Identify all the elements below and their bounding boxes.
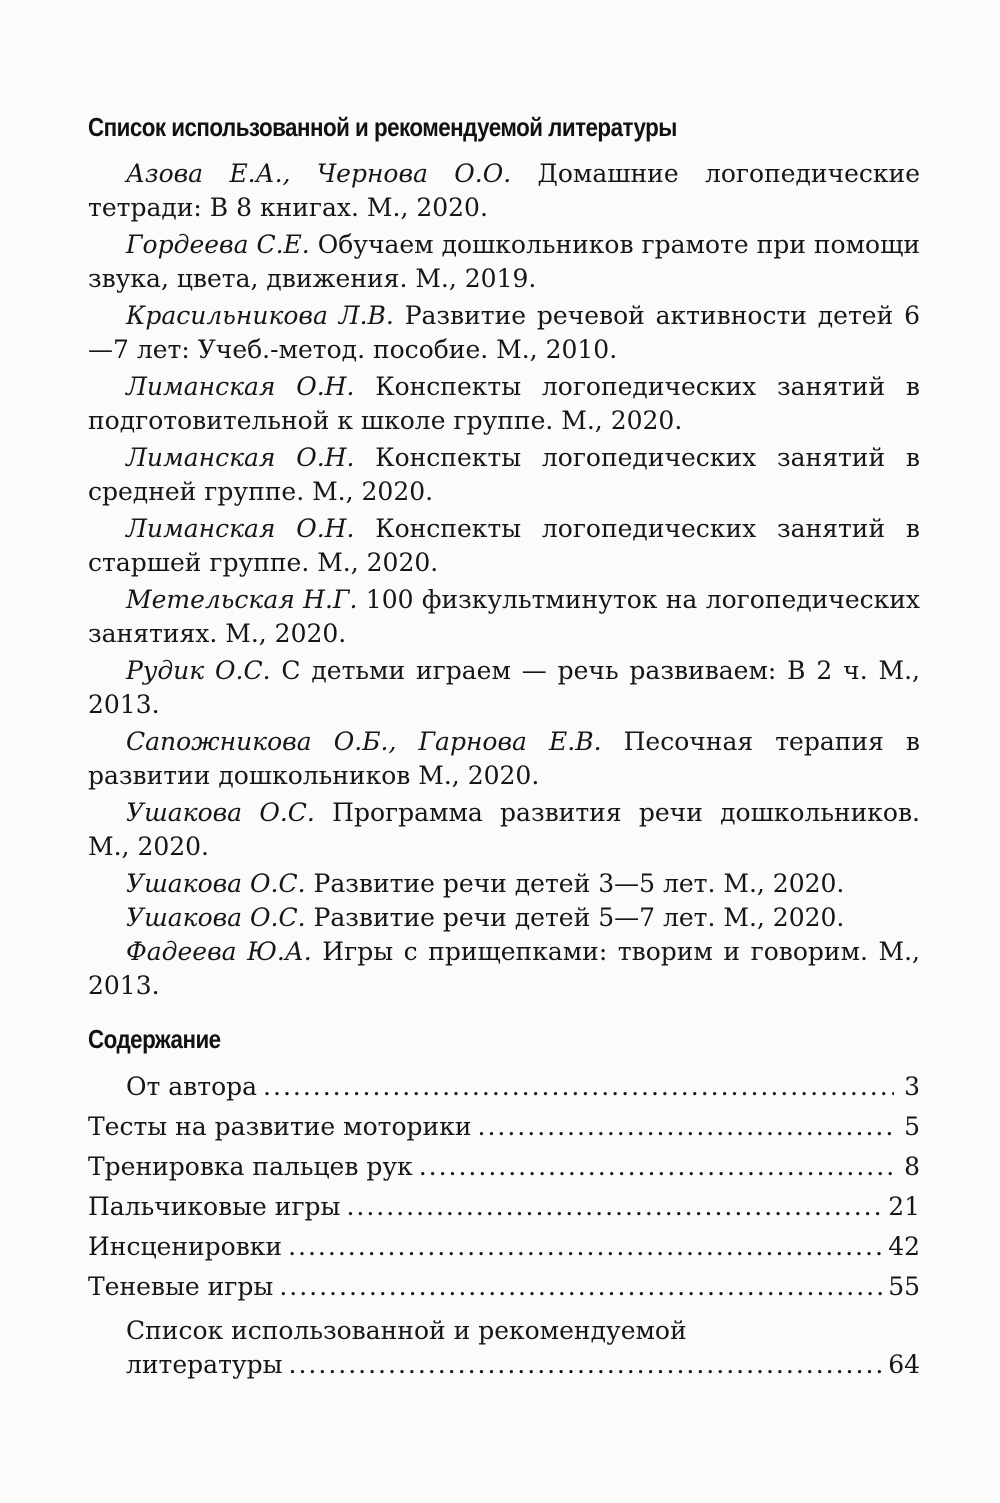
toc-item-title: Инсценировки	[88, 1232, 283, 1261]
entry-author: Лиманская О.Н.	[126, 514, 355, 543]
bibliography-entry	[88, 796, 920, 864]
toc-item	[88, 1268, 920, 1308]
toc-item-title: Тесты на развитие моторики	[88, 1112, 472, 1141]
table-of-contents	[88, 1068, 920, 1382]
bibliography-heading: Список использованной и рекомендуемой литературы	[88, 112, 677, 142]
entry-author: Лиманская О.Н.	[126, 443, 355, 472]
toc-item-last-row	[126, 1348, 920, 1382]
toc-item-title: От автора	[126, 1072, 258, 1101]
entry-author: Ушакова О.С.	[126, 798, 315, 827]
toc-item-page: 21	[888, 1192, 920, 1221]
toc-item-page: 55	[888, 1272, 920, 1301]
entry-text: Конспекты логопедических занятий в подготовительной к школе группе. М., 2020.	[88, 372, 920, 435]
toc-leader-dots	[419, 1148, 894, 1186]
entry-text: Развитие речевой активности детей 6—7 лет: Учеб.-метод. пособие. М., 2010.	[88, 301, 921, 364]
toc-item-multiline	[88, 1314, 920, 1382]
entry-author: Фадеева Ю.А.	[126, 937, 312, 966]
contents-heading: Содержание	[88, 1024, 221, 1054]
bibliography-entry	[88, 654, 920, 722]
toc-item-page: 3	[904, 1072, 920, 1101]
bibliography-entry	[88, 867, 920, 901]
bibliography-entry	[88, 370, 920, 438]
toc-item	[88, 1068, 920, 1108]
bibliography-entry	[88, 583, 920, 651]
bibliography-entry	[88, 441, 920, 509]
toc-leader-dots	[346, 1188, 882, 1226]
entry-text: Конспекты логопедических занятий в средней группе. М., 2020.	[88, 443, 920, 506]
toc-item-title: Пальчиковые игры	[88, 1192, 341, 1221]
bibliography-entry	[88, 157, 920, 225]
entry-author: Ушакова О.С.	[126, 903, 306, 932]
toc-item-page: 42	[888, 1232, 920, 1261]
entry-author: Сапожникова О.Б., Гарнова Е.В.	[126, 727, 602, 756]
bibliography-entry	[88, 901, 920, 935]
toc-leader-dots	[263, 1068, 894, 1106]
toc-item-title-line1: Список использованной и рекомендуемой	[126, 1316, 687, 1345]
entry-author: Азова Е.А., Чернова О.О.	[126, 159, 512, 188]
bibliography-entry	[88, 725, 920, 793]
toc-leader-dots	[279, 1268, 882, 1306]
toc-item	[88, 1108, 920, 1148]
toc-item	[88, 1188, 920, 1228]
entry-text: Обучаем дошкольников грамоте при помощи звука, цвета, движения. М., 2019.	[88, 230, 920, 293]
entry-text: Домашние логопедические тетради: В 8 книгах. М., 2020.	[88, 159, 920, 222]
entry-author: Ушакова О.С.	[126, 869, 306, 898]
entry-text: Игры с прищепками: творим и говорим. М., 2013.	[88, 937, 920, 1000]
toc-item-title: Теневые игры	[88, 1272, 274, 1301]
entry-author: Метельская Н.Г.	[126, 585, 358, 614]
toc-item-page: 5	[904, 1112, 920, 1141]
toc-item	[88, 1228, 920, 1268]
entry-author: Красильникова Л.В.	[126, 301, 394, 330]
entry-text: 100 физкультминуток на логопедических занятиях. М., 2020.	[88, 585, 921, 648]
bibliography-list	[88, 157, 920, 1006]
entry-author: Лиманская О.Н.	[126, 372, 355, 401]
bibliography-entry	[88, 935, 920, 1003]
bibliography-entry	[88, 299, 920, 367]
entry-text: Развитие речи детей 3—5 лет. М., 2020.	[305, 869, 845, 898]
entry-text: Песочная терапия в развитии дошкольников М., 2020.	[88, 727, 921, 790]
toc-leader-dots	[478, 1108, 894, 1146]
toc-item-title-line2: литературы	[126, 1350, 283, 1379]
toc-item-title: Тренировка пальцев рук	[88, 1152, 413, 1181]
toc-leader-dots	[289, 1348, 883, 1382]
toc-item-page: 64	[888, 1350, 920, 1379]
bibliography-entry	[88, 228, 920, 296]
entry-text: Программа развития речи дошкольников. М., 2020.	[88, 798, 920, 861]
toc-item-page: 8	[904, 1152, 920, 1181]
entry-text: Развитие речи детей 5—7 лет. М., 2020.	[305, 903, 845, 932]
toc-leader-dots	[288, 1228, 882, 1266]
entry-author: Рудик О.С.	[126, 656, 271, 685]
entry-author: Гордеева С.Е.	[126, 230, 310, 259]
entry-text: Конспекты логопедических занятий в старшей группе. М., 2020.	[88, 514, 920, 577]
toc-item	[88, 1148, 920, 1188]
entry-text: С детьми играем — речь развиваем: В 2 ч. М., 2013.	[88, 656, 920, 719]
bibliography-entry	[88, 512, 920, 580]
